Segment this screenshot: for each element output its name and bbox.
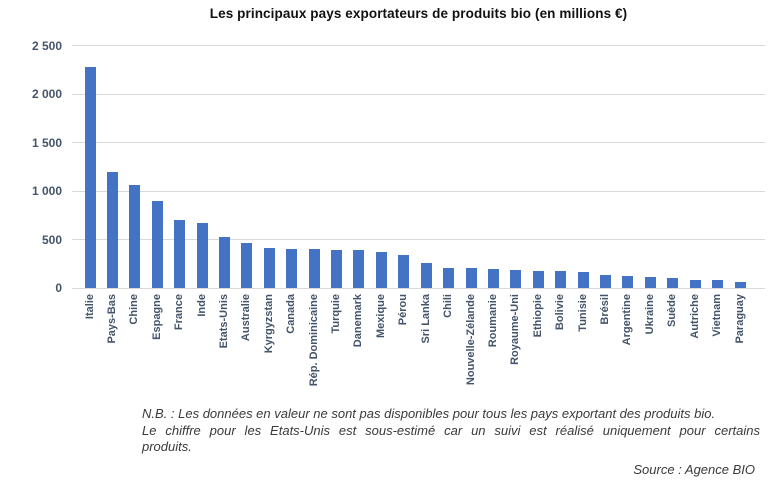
gridline [72, 142, 765, 143]
x-axis-label: Vietnam [711, 294, 724, 337]
x-axis-label: Suède [666, 294, 679, 328]
x-axis-label: Bolivie [554, 294, 567, 331]
x-axis-label: Etats-Unis [217, 294, 230, 349]
bar [197, 223, 208, 288]
x-axis-label: Autriche [688, 294, 701, 339]
x-axis-label: Espagne [150, 294, 163, 340]
x-axis-label: Nouvelle-Zélande [464, 294, 477, 386]
x-axis-label: Chili [442, 294, 455, 318]
source-credit: Source : Agence BIO [633, 462, 755, 477]
bar [376, 252, 387, 288]
bar [219, 237, 230, 288]
x-axis-label: Pays-Bas [105, 294, 118, 344]
gridline [72, 191, 765, 192]
bar [174, 220, 185, 288]
x-axis-label: Argentine [621, 294, 634, 346]
x-axis-label: Tunisie [576, 294, 589, 332]
bar [533, 271, 544, 288]
x-axis-label: Brésil [599, 294, 612, 325]
bar [555, 271, 566, 288]
bar [667, 278, 678, 288]
bar [712, 280, 723, 288]
x-axis-label: Danemark [352, 294, 365, 348]
y-axis-tick-label: 2 000 [31, 87, 62, 101]
x-axis-label: Italie [83, 294, 96, 320]
bar [309, 249, 320, 288]
x-axis-label: Canada [285, 294, 298, 334]
gridline [72, 45, 765, 46]
x-axis-label: Paraguay [733, 294, 746, 344]
x-axis-label: Rép. Dominicaine [307, 294, 320, 387]
chart-title: Les principaux pays exportateurs de produits bio (en millions €) [209, 6, 628, 21]
y-axis-tick-label: 1 000 [31, 184, 62, 198]
x-axis-label: Chine [128, 294, 141, 325]
bar [331, 250, 342, 288]
bar [510, 270, 521, 288]
bar [107, 172, 118, 288]
x-axis-label: Pérou [397, 294, 410, 326]
x-axis-label: France [173, 294, 186, 331]
bar [578, 272, 589, 288]
y-axis-tick-label: 1 500 [31, 135, 62, 150]
bar [735, 282, 746, 288]
x-axis-label: Kyrgyzstan [262, 294, 275, 354]
bar [443, 268, 454, 288]
bar [152, 201, 163, 288]
x-axis-label: Turquie [330, 294, 343, 334]
bar [398, 255, 409, 288]
bar [466, 268, 477, 288]
bar [645, 277, 656, 288]
x-axis-label: Sri Lanka [419, 294, 432, 344]
bar [600, 275, 611, 288]
footnote [142, 406, 760, 456]
x-axis-label: Mexique [374, 294, 387, 339]
bar [85, 67, 96, 288]
bar [353, 250, 364, 288]
gridline [72, 94, 765, 95]
bar [241, 243, 252, 288]
x-axis-label: Royaume-Uni [509, 294, 522, 365]
bar [622, 276, 633, 288]
bar [264, 248, 275, 288]
footnote-line-3: produits. [142, 439, 192, 454]
bar [690, 280, 701, 288]
x-axis-label: Ethiopie [531, 294, 544, 338]
y-axis-tick-label: 2 500 [31, 38, 62, 53]
x-axis-label: Australie [240, 294, 253, 342]
bar [488, 269, 499, 288]
bar [421, 263, 432, 288]
x-axis-label: Ukraine [643, 294, 656, 335]
y-axis-tick-label: 0 [55, 281, 62, 295]
x-axis-label: Roumanie [486, 294, 499, 348]
footnote-line-1: N.B. : Les données en valeur ne sont pas disponibles pour tous les pays exportant des produits bio. [142, 406, 716, 421]
bar [286, 249, 297, 288]
bar [129, 185, 140, 288]
y-axis-tick-label: 500 [41, 232, 62, 247]
x-axis-label: Inde [195, 294, 208, 317]
footnote-line-2: Le chiffre pour les Etats-Unis est sous-estimé car un suivi est réalisé uniquement pour certains [142, 422, 760, 438]
